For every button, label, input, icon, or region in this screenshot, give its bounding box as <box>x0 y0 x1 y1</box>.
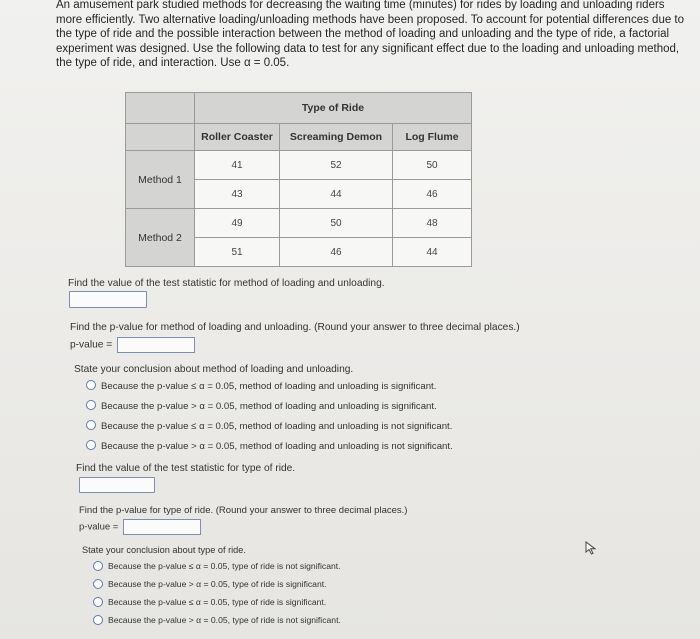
method-pvalue-row <box>70 337 195 353</box>
option-label: Because the p-value ≤ α = 0.05, type of ride is not significant. <box>108 561 341 571</box>
table-cell: 44 <box>280 180 393 209</box>
option-label: Because the p-value ≤ α = 0.05, type of ride is significant. <box>108 597 327 607</box>
method-option-3[interactable] <box>86 421 452 432</box>
radio-button[interactable] <box>86 420 96 430</box>
method-option-2[interactable] <box>86 401 437 412</box>
radio-button[interactable] <box>93 597 103 607</box>
ride-test-statistic-input[interactable] <box>79 477 155 493</box>
radio-button[interactable] <box>86 440 96 450</box>
option-label: Because the p-value ≤ α = 0.05, method of loading and unloading is not significant. <box>101 421 453 432</box>
table-cell: 41 <box>195 151 280 180</box>
table-corner <box>126 93 195 124</box>
column-header: Log Flume <box>393 124 472 151</box>
option-label: Because the p-value > α = 0.05, type of ride is not significant. <box>108 615 341 625</box>
data-table <box>125 92 472 267</box>
ride-pvalue-prompt: Find the p-value for type of ride. (Round your answer to three decimal places.) <box>79 505 408 516</box>
ride-pvalue-row <box>79 519 201 535</box>
table-cell: 48 <box>393 209 472 238</box>
table-group-header: Type of Ride <box>195 93 472 124</box>
method-stat-prompt: Find the value of the test statistic for method of loading and unloading. <box>68 278 385 289</box>
ride-pvalue-input[interactable] <box>123 519 201 535</box>
mouse-pointer-icon <box>585 541 597 558</box>
method-conclusion-prompt: State your conclusion about method of loading and unloading. <box>74 364 354 375</box>
method-pvalue-input[interactable] <box>117 337 195 353</box>
option-label: Because the p-value > α = 0.05, method of loading and unloading is significant. <box>101 401 437 412</box>
method-option-1[interactable] <box>86 381 436 392</box>
row-header: Method 2 <box>126 209 195 267</box>
option-label: Because the p-value ≤ α = 0.05, method of loading and unloading is significant. <box>101 381 437 392</box>
method-option-4[interactable] <box>86 441 453 452</box>
ride-pvalue-label: p-value = <box>79 521 119 533</box>
ride-option-3[interactable] <box>93 597 326 608</box>
row-header: Method 1 <box>126 151 195 209</box>
radio-button[interactable] <box>93 615 103 625</box>
table-cell: 46 <box>393 180 472 209</box>
ride-option-1[interactable] <box>93 561 341 572</box>
ride-stat-prompt: Find the value of the test statistic for type of ride. <box>76 463 296 474</box>
ride-option-4[interactable] <box>93 615 341 626</box>
table-cell: 51 <box>195 238 280 267</box>
radio-button[interactable] <box>93 579 103 589</box>
radio-button[interactable] <box>86 400 96 410</box>
column-header: Screaming Demon <box>280 124 393 151</box>
table-corner <box>126 124 195 151</box>
method-test-statistic-input[interactable] <box>69 291 147 308</box>
table-cell: 52 <box>280 151 393 180</box>
column-header: Roller Coaster <box>195 124 280 151</box>
problem-statement: An amusement park studied methods for decreasing the waiting time (minutes) for rides by loading and unloading riders more efficiently. Two alternative loading/unloading methods have been proposed. To account for potential differences due to the type of ride and the possible interaction between the method of loading and unloading and the type of ride, a factorial experiment was designed. Use the following data to test for any significant effect due to the loading and unloading method, the type of ride, and interaction. Use α = 0.05. <box>56 0 685 70</box>
table-cell: 43 <box>195 180 280 209</box>
table-cell: 49 <box>195 209 280 238</box>
option-label: Because the p-value > α = 0.05, type of ride is significant. <box>108 579 327 589</box>
table-cell: 50 <box>393 151 472 180</box>
radio-button[interactable] <box>86 380 96 390</box>
table-cell: 46 <box>280 238 393 267</box>
ride-option-2[interactable] <box>93 579 327 590</box>
method-pvalue-label: p-value = <box>70 339 113 351</box>
table-cell: 50 <box>280 209 393 238</box>
option-label: Because the p-value > α = 0.05, method of loading and unloading is not significant. <box>101 441 453 452</box>
table-cell: 44 <box>393 238 472 267</box>
ride-conclusion-prompt: State your conclusion about type of ride. <box>82 545 246 555</box>
radio-button[interactable] <box>93 561 103 571</box>
method-pvalue-prompt: Find the p-value for method of loading and unloading. (Round your answer to three decimal places.) <box>70 322 520 333</box>
